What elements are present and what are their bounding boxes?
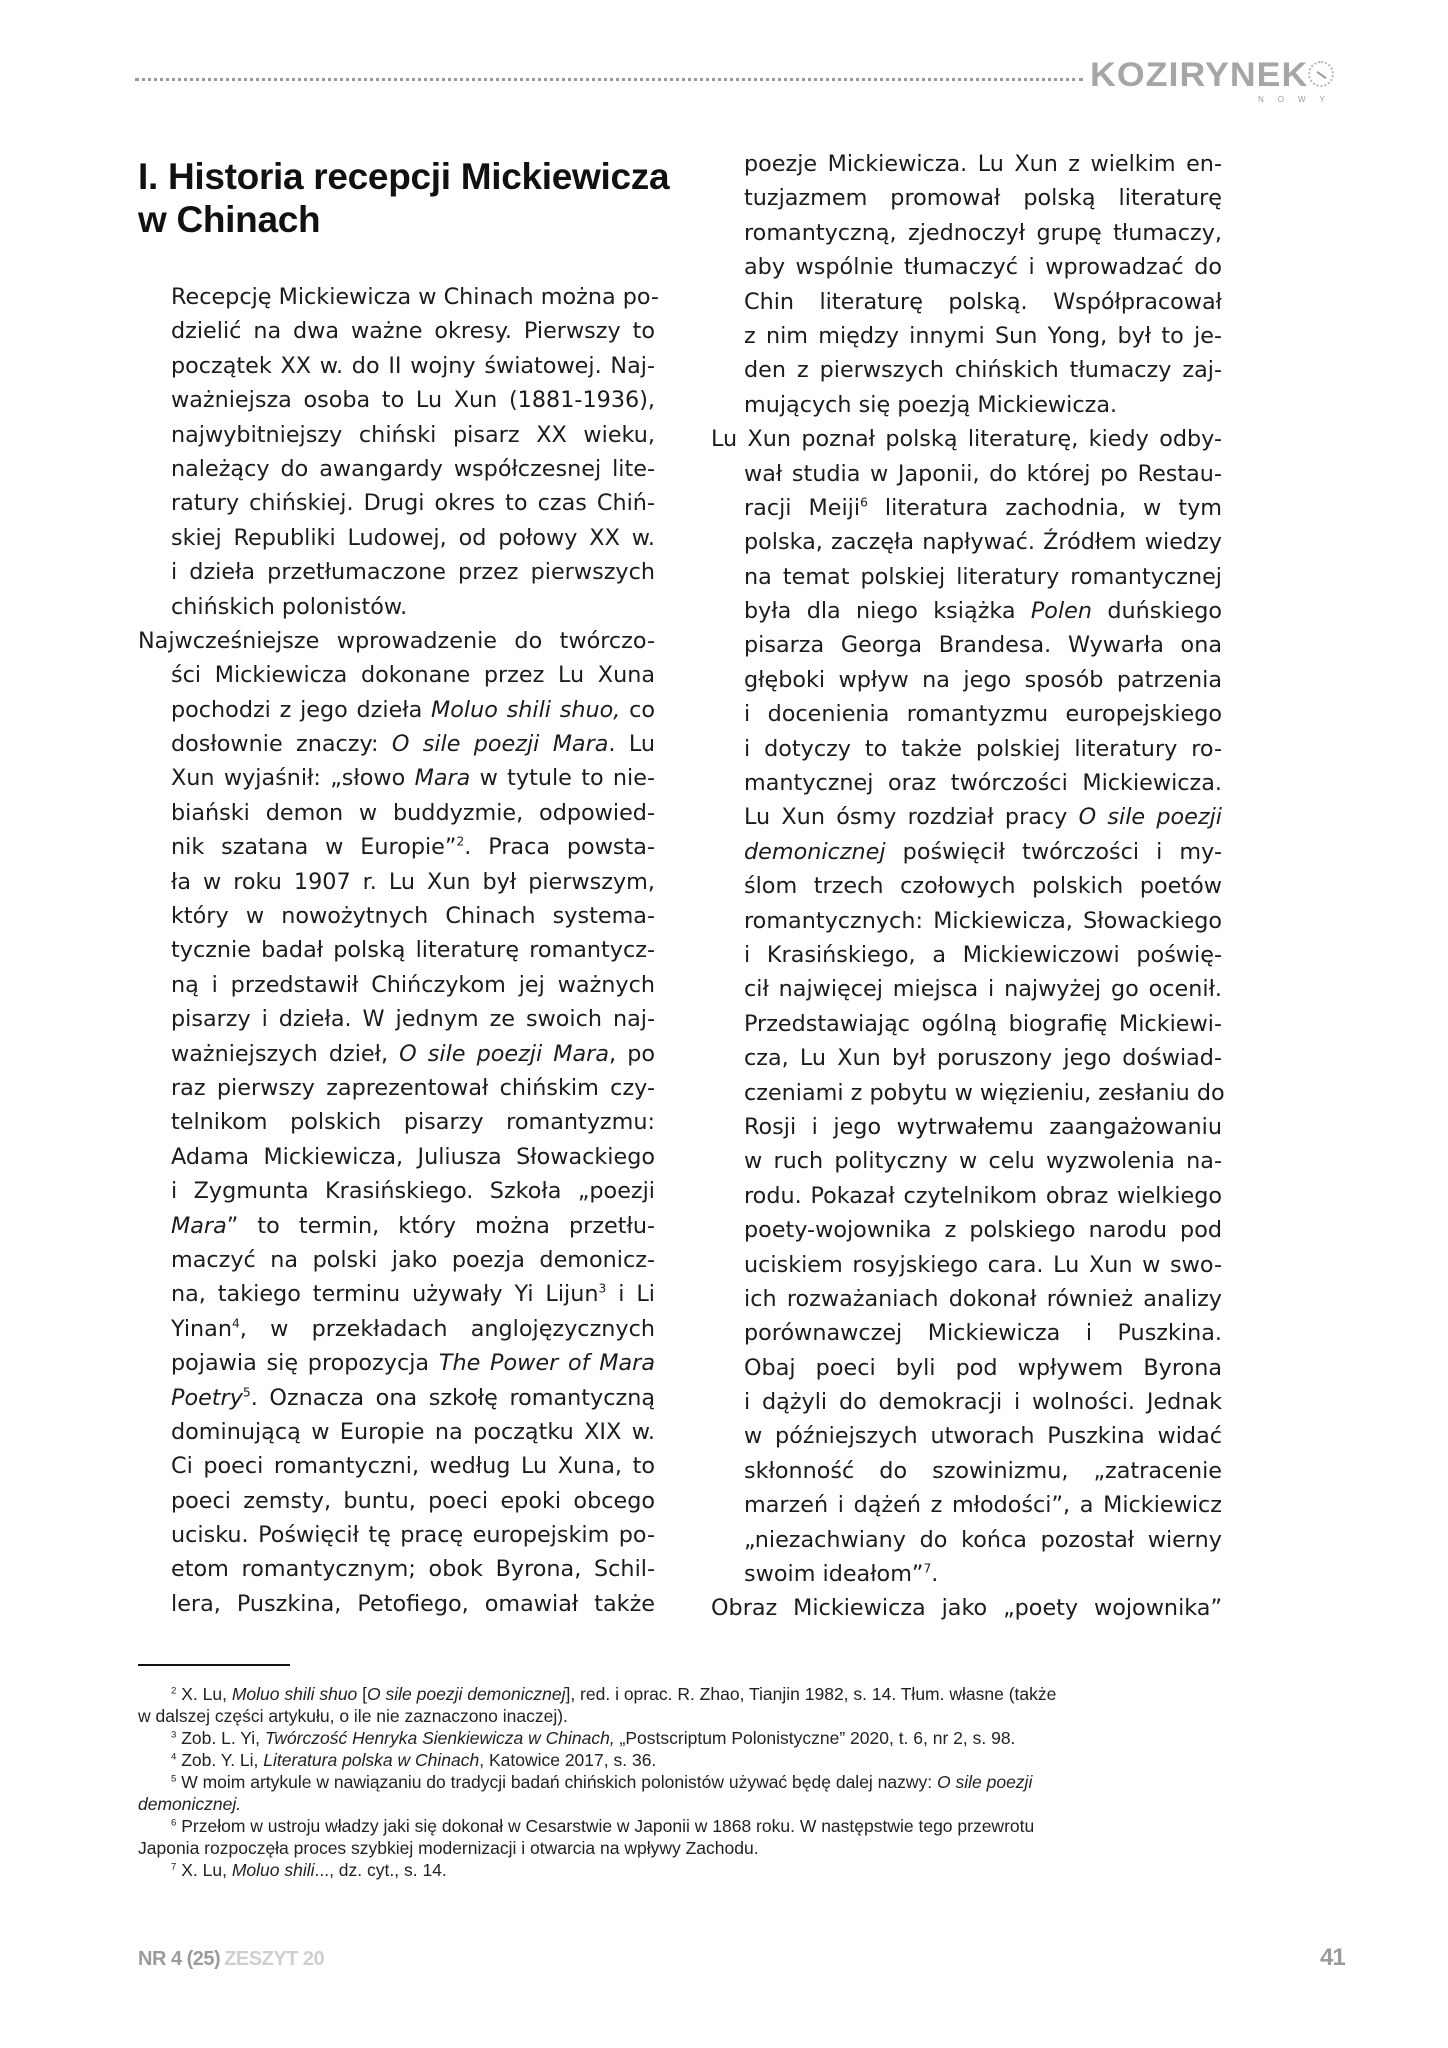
- text-segment: ła w roku 1907 r. Lu Xun był pierwszym,: [171, 868, 655, 895]
- text-line: [711, 181, 1222, 215]
- footnote-line: [138, 1705, 1238, 1727]
- text-segment: , po: [609, 1040, 655, 1067]
- text-line: [138, 1312, 655, 1346]
- text-line: [711, 1282, 1222, 1316]
- text-segment: skiej Republiki Ludowej, od połowy XX w.: [171, 524, 655, 551]
- text-segment: ślom trzech czołowych polskich poetów: [744, 873, 1222, 900]
- footnote-ref: 3: [598, 1281, 607, 1296]
- italic-text: O sile poezji: [1078, 804, 1222, 831]
- text-line: [711, 1488, 1222, 1522]
- text-line: [711, 1007, 1222, 1041]
- text-line: [711, 525, 1222, 559]
- text-line: [138, 1037, 655, 1071]
- text-line: [138, 1243, 655, 1277]
- italic-text: Mara: [171, 1212, 227, 1239]
- text-segment: X. Lu,: [176, 1860, 232, 1880]
- text-segment: . Lu: [608, 731, 655, 758]
- footnotes: [138, 1683, 1238, 1881]
- text-segment: ], red. i oprac. R. Zhao, Tianjin 1982, s. 14. Tłum. własne (także: [565, 1684, 1057, 1704]
- italic-text: O sile poezji Mara: [399, 1040, 610, 1067]
- text-line: [138, 830, 655, 864]
- text-line: [711, 1419, 1222, 1453]
- logo-subtext: NOWY: [1258, 95, 1339, 104]
- text-segment: mujących się poezją Mickiewicza.: [744, 391, 1118, 418]
- text-segment: Ci poeci romantyczni, według Lu Xuna, to: [171, 1453, 655, 1480]
- text-segment: marzeń i dążeń z młodości”, a Mickiewicz: [744, 1492, 1222, 1519]
- text-segment: Najwcześniejsze wprowadzenie do twórczo-: [138, 627, 655, 654]
- text-line: [711, 319, 1222, 353]
- text-segment: w ruch polityczny w celu wyzwolenia na-: [744, 1148, 1222, 1175]
- text-line: [138, 1415, 655, 1449]
- italic-text: Mara: [414, 765, 471, 792]
- text-segment: „Postscriptum Polonistyczne” 2020, t. 6, nr 2, s. 98.: [614, 1728, 1016, 1748]
- text-segment: cza, Lu Xun był poruszony jego doświad-: [744, 1045, 1222, 1072]
- text-segment: na temat polskiej literatury romantycznej: [744, 563, 1222, 590]
- text-segment: Chin literaturę polską. Współpracował: [744, 288, 1222, 315]
- text-line: [711, 1454, 1222, 1488]
- journal-logo: [1090, 55, 1340, 105]
- text-line: [711, 835, 1222, 869]
- text-segment: etom romantycznym; obok Byrona, Schil-: [171, 1556, 655, 1583]
- text-segment: Przełom w ustroju władzy jaki się dokonał w Cesarstwie w Japonii w 1868 roku. W następstwie tego przewrotu: [176, 1816, 1035, 1836]
- text-line: [711, 1041, 1222, 1075]
- text-line: [138, 1449, 655, 1483]
- text-line: [711, 1316, 1222, 1350]
- footnote-ref: 5: [242, 1384, 251, 1399]
- text-segment: pojawia się propozycja: [171, 1350, 439, 1377]
- text-line: [138, 796, 655, 830]
- italic-text: Twórczość Henryka Sienkiewicza w Chinach,: [264, 1728, 615, 1748]
- text-segment: dominującą w Europie na początku XIX w.: [171, 1418, 655, 1445]
- text-line: [138, 1174, 655, 1208]
- text-line: [711, 250, 1222, 284]
- footnote-ref: 6: [860, 495, 868, 510]
- text-line: [138, 624, 655, 658]
- text-line: [138, 693, 655, 727]
- italic-text: O sile poezji Mara: [391, 731, 609, 758]
- footnote-ref: 4: [231, 1316, 240, 1331]
- text-line: [138, 865, 655, 899]
- text-line: [711, 1523, 1222, 1557]
- text-segment: den z pierwszych chińskich tłumaczy zaj-: [744, 357, 1222, 384]
- text-segment: telnikom polskich pisarzy romantyzmu:: [171, 1109, 655, 1136]
- footnote-line: [138, 1771, 1238, 1793]
- footnote-ref: 5: [171, 1773, 177, 1785]
- footnote-line: [138, 1793, 1238, 1815]
- text-line: [138, 1105, 655, 1139]
- text-line: [711, 1351, 1222, 1385]
- text-line: [711, 1248, 1222, 1282]
- issue-volume: ZESZYT 20: [224, 1948, 325, 1970]
- text-segment: poezje Mickiewicza. Lu Xun z wielkim en-: [744, 151, 1222, 177]
- text-line: [138, 658, 655, 692]
- text-segment: X. Lu,: [176, 1684, 232, 1704]
- text-line: [138, 555, 655, 589]
- text-segment: co: [620, 696, 655, 723]
- text-segment: poświęcił twórczości i my-: [885, 838, 1222, 865]
- text-line: [711, 1144, 1222, 1178]
- text-line: [711, 766, 1222, 800]
- italic-text: O sile poezji demonicznej: [367, 1684, 566, 1704]
- text-line: [138, 1209, 655, 1243]
- text-line: [711, 1076, 1225, 1110]
- text-segment: biański demon w buddyzmie, odpowied-: [171, 799, 655, 826]
- text-segment: poety-wojownika z polskiego narodu pod: [744, 1217, 1222, 1244]
- text-segment: duńskiego: [1092, 598, 1222, 625]
- text-segment: . Praca powsta-: [464, 834, 655, 861]
- text-line: [711, 869, 1222, 903]
- text-segment: który w nowożytnych Chinach systema-: [171, 903, 655, 930]
- text-line: [711, 353, 1222, 387]
- text-line: [138, 1002, 655, 1036]
- text-line: [138, 1518, 655, 1552]
- text-line: [711, 732, 1222, 766]
- text-line: [711, 147, 1222, 181]
- text-segment: chińskich polonistów.: [171, 593, 408, 620]
- text-line: [138, 383, 655, 417]
- text-line: [711, 938, 1222, 972]
- footnote-line: [138, 1683, 1238, 1705]
- footnote-ref: 2: [171, 1685, 177, 1697]
- text-line: [138, 899, 655, 933]
- text-segment: .: [931, 1561, 939, 1588]
- text-segment: rodu. Pokazał czytelnikom obraz wielkiego: [744, 1182, 1222, 1209]
- footnote-ref: 7: [171, 1861, 177, 1873]
- text-segment: była dla niego książka: [744, 598, 1031, 625]
- text-segment: dzielić na dwa ważne okresy. Pierwszy to: [171, 318, 655, 345]
- text-segment: W moim artykule w nawiązaniu do tradycji badań chińskich polonistów używać będę dalej nazwy:: [176, 1772, 938, 1792]
- page-number: 41: [1320, 1944, 1345, 1971]
- text-line: [711, 216, 1222, 250]
- text-segment: głęboki wpływ na jego sposób patrzenia: [744, 666, 1222, 693]
- text-column-right: [711, 147, 1225, 1626]
- compass-icon: [1308, 61, 1334, 87]
- text-segment: i dążyli do demokracji i wolności. Jednak: [744, 1389, 1222, 1416]
- text-line: [138, 727, 655, 761]
- text-segment: i Krasińskiego, a Mickiewiczowi poświę-: [744, 941, 1222, 968]
- text-line: [711, 285, 1222, 319]
- italic-text: O sile poezji: [937, 1772, 1033, 1792]
- text-segment: i dzieła przetłumaczone przez pierwszych: [171, 559, 655, 586]
- text-line: [138, 1484, 655, 1518]
- text-segment: w późniejszych utworach Puszkina widać: [744, 1423, 1222, 1450]
- text-line: [711, 697, 1222, 731]
- footnote-ref: 6: [171, 1817, 177, 1829]
- italic-text: Polen: [1030, 598, 1092, 625]
- text-segment: Lu Xun poznał polską literaturę, kiedy odby-: [711, 426, 1222, 453]
- italic-text: Moluo shili shuo: [231, 1684, 358, 1704]
- text-line: [138, 1587, 655, 1621]
- text-line: [711, 1179, 1222, 1213]
- text-line: [138, 1277, 655, 1311]
- text-line: [711, 594, 1222, 628]
- text-line: [138, 1071, 655, 1105]
- text-segment: czeniami z pobytu w więzieniu, zesłaniu do: [744, 1079, 1225, 1106]
- text-segment: wał studia w Japonii, do której po Restau-: [744, 460, 1222, 487]
- text-segment: Lu Xun ósmy rozdział pracy: [744, 804, 1079, 831]
- text-line: [711, 388, 1222, 422]
- text-segment: . Oznacza ona szkołę romantyczną: [250, 1384, 655, 1411]
- text-segment: i docenienia romantyzmu europejskiego: [744, 701, 1222, 728]
- text-segment: ucisku. Poświęcił tę pracę europejskim po-: [171, 1522, 655, 1549]
- text-segment: polska, zaczęła napływać. Źródłem wiedzy: [744, 529, 1222, 556]
- text-segment: Rosji i jego wytrwałemu zaangażowaniu: [744, 1113, 1222, 1140]
- text-segment: , Katowice 2017, s. 36.: [479, 1750, 657, 1770]
- text-line: [711, 800, 1222, 834]
- text-segment: ści Mickiewicza dokonane przez Lu Xuna: [171, 662, 655, 689]
- text-segment: z nim między innymi Sun Yong, był to je-: [744, 322, 1222, 349]
- text-line: [138, 1140, 655, 1174]
- text-segment: Zob. L. Yi,: [176, 1728, 265, 1748]
- italic-text: Literatura polska w Chinach: [263, 1750, 480, 1770]
- text-segment: na, takiego terminu używały Yi Lijun: [171, 1281, 599, 1308]
- text-segment: pisarza Georga Brandesa. Wywarła ona: [744, 632, 1222, 659]
- text-segment: ” to termin, który można przetłu-: [226, 1212, 655, 1239]
- text-segment: mantycznej oraz twórczości Mickiewicza.: [744, 770, 1222, 797]
- text-segment: w dalszej części artykułu, o ile nie zaznaczono inaczej).: [138, 1706, 568, 1726]
- text-line: [138, 452, 655, 486]
- heading-line-1: I. Historia recepcji Mickiewicza: [138, 156, 670, 197]
- text-line: [138, 968, 655, 1002]
- text-line: [138, 1552, 655, 1586]
- text-line: [711, 972, 1222, 1006]
- text-line: [711, 1591, 1222, 1625]
- footnote-line: [138, 1749, 1238, 1771]
- text-segment: skłonność do szowinizmu, „zatracenie: [744, 1457, 1222, 1484]
- text-line: [138, 1381, 655, 1415]
- text-line: [711, 422, 1222, 456]
- text-segment: raz pierwszy zaprezentował chińskim czy-: [171, 1074, 655, 1101]
- text-segment: Adama Mickiewicza, Juliusza Słowackiego: [171, 1143, 655, 1170]
- text-line: [711, 628, 1222, 662]
- text-line: [138, 590, 655, 624]
- text-segment: Xun wyjaśnił: „słowo: [171, 765, 415, 792]
- footnote-line: [138, 1815, 1238, 1837]
- text-segment: pochodzi z jego dzieła: [171, 696, 432, 723]
- italic-text: demonicznej.: [138, 1794, 242, 1814]
- text-line: [711, 1110, 1222, 1144]
- text-segment: dosłownie znaczy:: [171, 731, 392, 758]
- text-line: [138, 933, 655, 967]
- footnote-ref: 3: [171, 1729, 177, 1741]
- text-segment: literatura zachodnia, w tym: [867, 494, 1222, 521]
- text-segment: Obraz Mickiewicza jako „poety wojownika”: [711, 1595, 1222, 1622]
- italic-text: The Power of Mara: [438, 1350, 655, 1377]
- text-segment: ratury chińskiej. Drugi okres to czas Chiń-: [171, 490, 655, 517]
- text-line: [138, 521, 655, 555]
- text-segment: „niezachwiany do końca pozostał wierny: [744, 1526, 1222, 1553]
- text-segment: ważniejszych dzieł,: [171, 1040, 400, 1067]
- italic-text: demonicznej: [744, 838, 886, 865]
- text-line: [711, 491, 1222, 525]
- text-line: [138, 486, 655, 520]
- text-line: [138, 280, 659, 314]
- text-segment: pisarzy i dzieła. W jednym ze swoich naj-: [171, 1006, 655, 1033]
- text-segment: najwybitniejszy chiński pisarz XX wieku,: [171, 421, 655, 448]
- text-segment: racji Meiji: [744, 494, 861, 521]
- footnote-ref: 2: [456, 834, 465, 849]
- issue-number: NR 4 (25): [138, 1948, 221, 1970]
- text-segment: ważniejsza osoba to Lu Xun (1881-1936),: [171, 387, 655, 414]
- text-segment: , w przekładach anglojęzycznych: [239, 1315, 655, 1342]
- text-line: [138, 314, 655, 348]
- text-segment: [: [357, 1684, 368, 1704]
- text-segment: Recepcję Mickiewicza w Chinach można po-: [171, 284, 659, 310]
- text-segment: lera, Puszkina, Petofiego, omawiał także: [171, 1590, 655, 1617]
- text-line: [711, 1385, 1222, 1419]
- text-segment: i Zygmunta Krasińskiego. Szkoła „poezji: [171, 1178, 655, 1205]
- text-segment: tycznie badał polską literaturę romantycz-: [171, 937, 655, 964]
- text-segment: Obaj poeci byli pod wpływem Byrona: [744, 1354, 1222, 1381]
- section-heading: [138, 155, 698, 241]
- text-segment: porównawczej Mickiewicza i Puszkina.: [744, 1320, 1222, 1347]
- text-segment: romantyczną, zjednoczył grupę tłumaczy,: [744, 219, 1222, 246]
- text-segment: cił najwięcej miejsca i najwyżej go ocenił.: [744, 976, 1222, 1003]
- text-segment: aby wspólnie tłumaczyć i wprowadzać do: [744, 254, 1222, 281]
- text-segment: i dotyczy to także polskiej literatury ro-: [744, 735, 1222, 762]
- footnote-separator: [138, 1664, 290, 1666]
- text-segment: Przedstawiając ogólną biografię Mickiewi-: [744, 1010, 1222, 1037]
- text-line: [138, 349, 655, 383]
- text-segment: tuzjazmem promował polską literaturę: [744, 185, 1222, 212]
- text-line: [711, 1557, 1222, 1591]
- text-segment: Zob. Y. Li,: [176, 1750, 264, 1770]
- text-line: [711, 560, 1222, 594]
- text-column-left: [138, 280, 659, 1621]
- text-line: [711, 457, 1222, 491]
- text-segment: romantycznych: Mickiewicza, Słowackiego: [744, 907, 1222, 934]
- text-segment: należący do awangardy współczesnej lite-: [171, 455, 655, 482]
- text-line: [138, 418, 655, 452]
- header-dotted-rule: [135, 78, 1083, 81]
- italic-text: Moluo shili: [231, 1860, 315, 1880]
- text-line: [711, 663, 1222, 697]
- text-segment: swoim ideałom”: [744, 1561, 924, 1588]
- italic-text: Poetry: [171, 1384, 243, 1411]
- footnote-ref: 7: [923, 1561, 932, 1576]
- text-segment: poeci zemsty, buntu, poeci epoki obcego: [171, 1487, 655, 1514]
- text-segment: w tytule to nie-: [470, 765, 655, 792]
- text-line: [711, 904, 1222, 938]
- text-segment: ną i przedstawił Chińczykom jej ważnych: [171, 971, 655, 998]
- logo-text: KOZIRYNEK: [1090, 56, 1309, 94]
- text-line: [138, 1346, 655, 1380]
- text-segment: maczyć na polski jako poezja demonicz-: [171, 1246, 655, 1273]
- text-line: [138, 761, 655, 795]
- text-segment: uciskiem rosyjskiego cara. Lu Xun w swo-: [744, 1251, 1222, 1278]
- footnote-ref: 4: [171, 1751, 177, 1763]
- footer-issue-label: [138, 1948, 324, 1971]
- text-segment: Japonia rozpoczęła proces szybkiej modernizacji i otwarcia na wpływy Zachodu.: [138, 1838, 759, 1858]
- text-segment: nik szatana w Europie”: [171, 834, 457, 861]
- italic-text: Moluo shili shuo,: [431, 696, 621, 723]
- footnote-line: [138, 1859, 1238, 1881]
- text-line: [711, 1213, 1222, 1247]
- text-segment: ..., dz. cyt., s. 14.: [314, 1860, 447, 1880]
- text-segment: początek XX w. do II wojny światowej. Naj-: [171, 352, 655, 379]
- footnote-line: [138, 1837, 1238, 1859]
- footnote-line: [138, 1727, 1238, 1749]
- text-segment: i Li: [606, 1281, 655, 1308]
- heading-line-2: w Chinach: [138, 199, 321, 240]
- text-segment: Yinan: [171, 1315, 232, 1342]
- text-segment: ich rozważaniach dokonał również analizy: [744, 1285, 1222, 1312]
